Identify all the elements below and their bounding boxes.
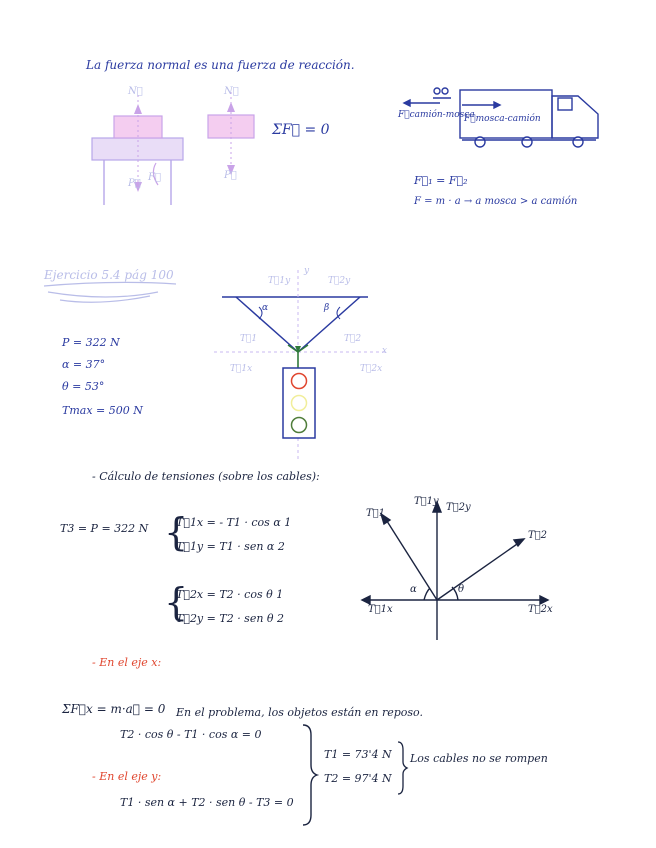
t3-equation: T3 = P = 322 N — [60, 522, 149, 535]
heading-normal-force: La fuerza normal es una fuerza de reacción. — [86, 58, 355, 72]
diag-beta: β — [324, 303, 330, 313]
diag-t2y: T⃗2y — [328, 276, 351, 286]
axes-theta: θ — [458, 584, 465, 595]
t1y-eq: T⃗1y = T1 · sen α 2 — [176, 540, 285, 553]
rest-text: En el problema, los objetos están en reposo. — [176, 706, 423, 719]
label-n1: N⃗ — [128, 86, 143, 97]
given-alpha: α = 37° — [62, 358, 106, 371]
axes-t1: T⃗1 — [366, 508, 386, 519]
eq-x: T2 · cos θ - T1 · cos α = 0 — [120, 728, 262, 741]
label-n2: N⃗ — [224, 86, 239, 97]
diag-t1x: T⃗1x — [230, 364, 253, 374]
block-diagram-2 — [208, 92, 254, 175]
diag-x: x — [382, 346, 388, 356]
brace-t2: { — [164, 580, 189, 624]
truck-eq1: F⃗₁ = F⃗₂ — [414, 174, 468, 187]
axes-alpha: α — [410, 584, 417, 595]
label-p2: P⃗ — [224, 170, 237, 181]
eq-y: T1 · sen α + T2 · sen θ - T3 = 0 — [120, 796, 294, 809]
label-f1: F⃗ — [148, 172, 161, 183]
given-theta: θ = 53° — [62, 380, 105, 393]
section-tensions: - Cálculo de tensiones (sobre los cables): — [92, 470, 320, 483]
axes-t2x: T⃗2x — [528, 604, 553, 615]
diag-t2x: T⃗2x — [360, 364, 383, 374]
result-t2: T2 = 97'4 N — [324, 772, 392, 785]
t1x-eq: T⃗1x = - T1 · cos α 1 — [176, 516, 292, 529]
title-underline — [44, 282, 176, 302]
axes-t2y: T⃗2y — [446, 502, 471, 513]
section-y: - En el eje y: — [92, 770, 162, 783]
conclusion: Los cables no se rompen — [410, 752, 548, 765]
brace-t1: { — [164, 510, 189, 554]
f-camion-mosca: F⃗camión-mosca — [398, 110, 475, 120]
diag-t2: T⃗2 — [344, 334, 362, 344]
sum-forces-zero: ΣF⃗ = 0 — [272, 122, 330, 138]
diag-alpha: α — [262, 303, 269, 313]
system-bracket — [303, 725, 317, 825]
result-bracket — [398, 742, 407, 794]
result-t1: T1 = 73'4 N — [324, 748, 392, 761]
section-x: - En el eje x: — [92, 656, 162, 669]
exercise-title: Ejercicio 5.4 pág 100 — [44, 268, 174, 282]
f-mosca-camion: F⃗mosca-camión — [464, 114, 541, 124]
truck-eq2: F = m · a → a mosca > a camión — [414, 196, 578, 207]
t2x-eq: T⃗2x = T2 · cos θ 1 — [176, 588, 284, 601]
diag-t1: T⃗1 — [240, 334, 258, 344]
axes-t2: T⃗2 — [528, 530, 548, 541]
axes-t1x: T⃗1x — [368, 604, 393, 615]
sum-fx: ΣF⃗x = m·a⃗ = 0 — [62, 702, 166, 716]
given-tmax: Tmax = 500 N — [62, 404, 143, 417]
diag-y: y — [304, 266, 310, 276]
axes-diagram — [362, 502, 548, 640]
t2y-eq: T⃗2y = T2 · sen θ 2 — [176, 612, 285, 625]
axes-t1y: T⃗1y — [414, 496, 439, 507]
label-p1: P⃗ — [128, 178, 141, 189]
given-p: P = 322 N — [62, 336, 120, 349]
diag-t1y: T⃗1y — [268, 276, 291, 286]
